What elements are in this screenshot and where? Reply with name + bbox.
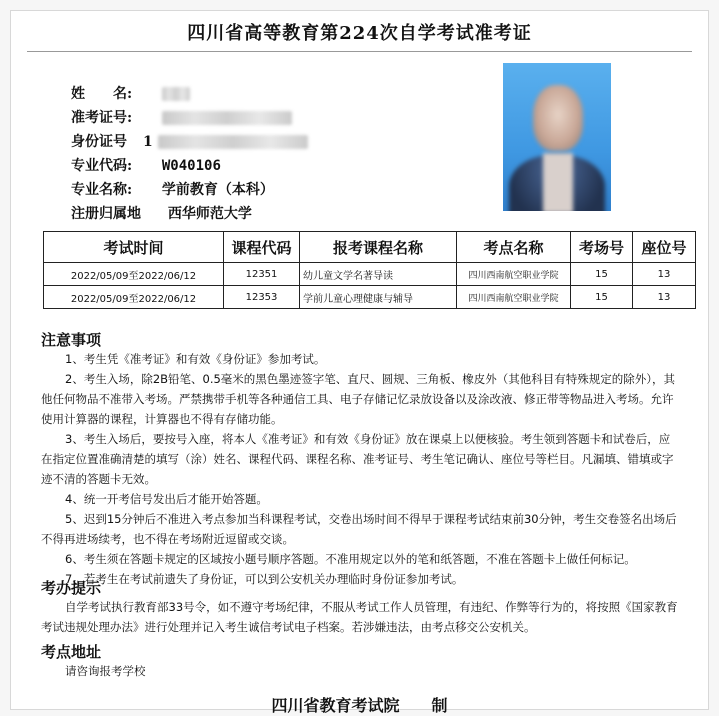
candidate-photo xyxy=(503,63,611,211)
id-number-label: 身份证号 xyxy=(71,134,127,150)
name-label: 姓 名: xyxy=(71,86,133,102)
photo-face-pixelated xyxy=(533,85,583,151)
header-course-code: 课程代码 xyxy=(224,232,300,263)
cell-course-code: 12353 xyxy=(224,286,300,309)
id-number-redacted xyxy=(158,135,308,149)
tips-text: 自学考试执行教育部33号令，如不遵守考场纪律，不服从考试工作人员管理，有违纪、作弊等行为的，将按照《国家教育考试违规处理办法》进行处理并记入考生诚信考试电子档案。若涉嫌违法，由考点移交公安机关。 xyxy=(41,600,678,634)
name-redacted xyxy=(162,87,190,101)
notice-item: 7、若考生在考试前遗失了身份证，可以到公安机关办理临时身份证参加考试。 xyxy=(65,572,464,586)
cell-course-name: 学前儿童心理健康与辅导 xyxy=(300,286,457,309)
table-row xyxy=(44,263,696,286)
title-divider xyxy=(27,51,692,52)
cell-seat: 13 xyxy=(633,286,696,309)
cell-venue: 四川西南航空职业学院 xyxy=(457,286,571,309)
registration-field xyxy=(71,203,252,223)
page-title: 四川省高等教育第224次自学考试准考证 xyxy=(187,23,532,44)
tips-text-block xyxy=(41,597,681,637)
registration-label: 注册归属地 xyxy=(71,206,141,222)
header-exam-time: 考试时间 xyxy=(44,232,224,263)
notice-item: 4、统一开考信号发出后才能开始答题。 xyxy=(65,492,268,506)
id-number-prefix: 1 xyxy=(143,134,153,150)
exam-schedule-table xyxy=(43,231,696,309)
ticket-number-field xyxy=(71,107,292,127)
table-header-row xyxy=(44,232,696,263)
header-room: 考场号 xyxy=(571,232,633,263)
admission-ticket xyxy=(10,10,709,715)
cell-course-code: 12351 xyxy=(224,263,300,286)
notice-list xyxy=(41,349,681,589)
major-name-value: 学前教育（本科） xyxy=(161,182,274,198)
name-field xyxy=(71,83,190,103)
cell-room: 15 xyxy=(571,286,633,309)
notice-item: 5、迟到15分钟后不准进入考点参加当科课程考试，交卷出场时间不得早于课程考试结束前30分钟，考生交卷签名出场后不得再进场续考，也不得在考场附近逗留或交谈。 xyxy=(41,512,677,546)
major-code-field xyxy=(71,155,221,175)
photo-collar xyxy=(543,153,573,211)
major-name-label: 专业名称: xyxy=(71,182,133,198)
header-course-name: 报考课程名称 xyxy=(300,232,457,263)
ticket-number-redacted xyxy=(162,111,292,125)
major-code-value: W040106 xyxy=(161,158,221,174)
notice-item: 3、考生入场后，要按号入座，将本人《准考证》和有效《身份证》放在课桌上以便核验。考生领到答题卡和试卷后，应在指定位置准确清楚的填写（涂）姓名、课程代码、课程名称、准考证号、考生笔记确认、座位号等栏目。凡漏填、错填或字迹不清的答题卡无效。 xyxy=(41,432,674,486)
notice-heading: 注意事项 xyxy=(41,331,102,349)
tips-heading: 考办提示 xyxy=(41,579,102,597)
cell-room: 15 xyxy=(571,263,633,286)
cell-exam-time: 2022/05/09至2022/06/12 xyxy=(44,263,224,286)
major-code-label: 专业代码: xyxy=(71,158,133,174)
address-heading: 考点地址 xyxy=(41,643,102,661)
address-text-block xyxy=(41,661,681,681)
header-venue: 考点名称 xyxy=(457,232,571,263)
address-text: 请咨询报考学校 xyxy=(65,664,146,678)
registration-value: 西华师范大学 xyxy=(167,206,252,222)
notice-item: 2、考生入场，除2B铅笔、0.5毫米的黑色墨迹签字笔、直尺、圆规、三角板、橡皮外（其他科目有特殊规定的除外），其他任何物品不准带入考场。严禁携带手机等各种通信工具、电子存储记忆录放设备以及涂改液、修正带等物品进入考场。允许使用计算器的课程，计算器也不得有存储功能。 xyxy=(41,372,676,426)
cell-exam-time: 2022/05/09至2022/06/12 xyxy=(44,286,224,309)
notice-item: 6、考生须在答题卡规定的区域按小题号顺序答题。不准用规定以外的笔和纸答题，不准在答题卡上做任何标记。 xyxy=(65,552,636,566)
table-row xyxy=(44,286,696,309)
ticket-number-label: 准考证号: xyxy=(71,110,133,126)
cell-seat: 13 xyxy=(633,263,696,286)
major-name-field xyxy=(71,179,274,199)
id-number-field xyxy=(71,131,308,151)
cell-course-name: 幼儿童文学名著导读 xyxy=(300,263,457,286)
notice-item: 1、考生凭《准考证》和有效《身份证》参加考试。 xyxy=(65,352,326,366)
cell-venue: 四川西南航空职业学院 xyxy=(457,263,571,286)
header-seat: 座位号 xyxy=(633,232,696,263)
issuer-footer: 四川省教育考试院 制 xyxy=(271,696,448,715)
